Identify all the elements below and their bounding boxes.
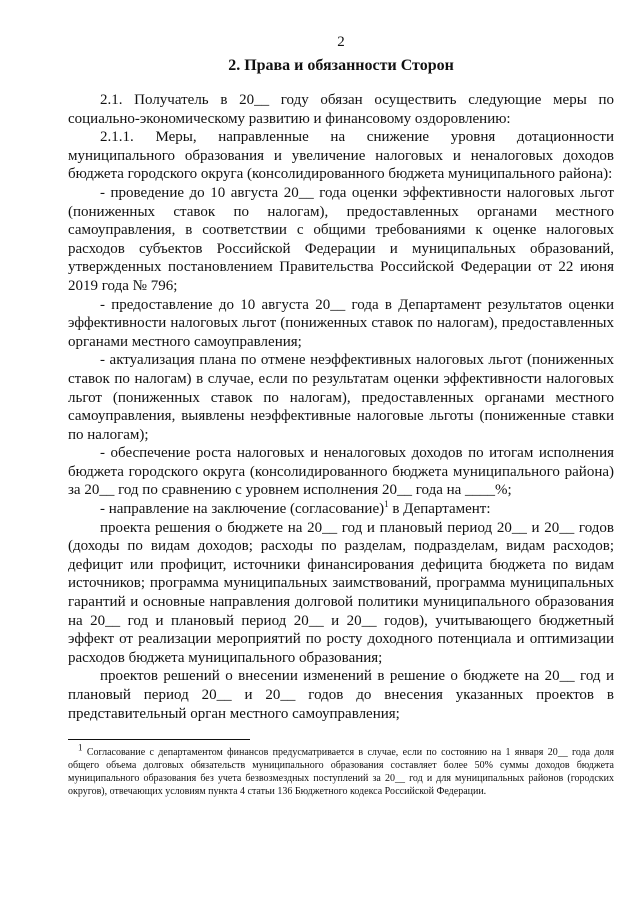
paragraph-2-1: 2.1. Получатель в 20__ году обязан осуществить следующие меры по социально-экономическому развитию и финансовому оздоровлению: xyxy=(68,92,614,127)
footnote-reference: 1 xyxy=(384,499,389,510)
bullet-plan-update: - актуализация плана по отмене неэффективных налоговых льгот (пониженных ставок по налогам) в случае, если по результатам оценки эффективности налоговых льгот (пониженных ставок по налогам), предоставленных органами местного самоуправления, выявлены неэффективные налоговые льготы (пониженные ставки по налогам); xyxy=(68,352,614,443)
approval-text-tail: в Департамент: xyxy=(388,501,491,518)
document-page xyxy=(68,34,614,798)
bullet-approval-submission xyxy=(68,500,614,519)
paragraph-2-1-1: 2.1.1. Меры, направленные на снижение уровня дотационности муниципального образования и увеличение налоговых и неналоговых доходов бюджета городского округа (консолидированного бюджета муниципального района): xyxy=(68,129,614,183)
bullet-revenue-growth: - обеспечение роста налоговых и неналоговых доходов по итогам исполнения бюджета городского округа (консолидированного бюджета муниципального района) за 20__ год по сравнению с уровнем исполнения 20__ года на ____%; xyxy=(68,445,614,499)
section-title: 2. Права и обязанности Сторон xyxy=(228,57,454,74)
approval-text: - направление на заключение (согласование) xyxy=(100,501,385,518)
paragraph-budget-amendments: проектов решений о внесении изменений в решение о бюджете на 20__ год и плановый период 20__ и 20__ годов до внесения указанных проектов в представительный орган местного самоуправления; xyxy=(68,668,614,722)
footnote-separator xyxy=(68,739,250,740)
footnote-text: Согласование с департаментом финансов предусматривается в случае, если по состоянию на 1 января 20__ года доля общего объема долговых обязательств муниципального образования составляет более 50% суммы доходов бюджета муниципального образования без учета безвозмездных поступлений за 20__ год и для муниципальных районов (городских округов), отвечающих условиям пункта 4 статьи 136 Бюджетного кодекса Российской Федерации. xyxy=(68,747,614,798)
bullet-evaluation-submission: - предоставление до 10 августа 20__ года в Департамент результатов оценки эффективности налоговых льгот (пониженных ставок по налогам), предоставленных органами местного самоуправления; xyxy=(68,296,614,350)
bullet-tax-benefit-evaluation: - проведение до 10 августа 20__ года оценки эффективности налоговых льгот (пониженных ставок по налогам), предоставленных органами местного самоуправления, в соответствии с общими требованиями к оценке налоговых расходов субъектов Российской Федерации и муниципальных образований, утвержденных постановлением Правительства Российской Федерации от 22 июня 2019 года № 796; xyxy=(68,184,614,294)
footnote-marker: 1 xyxy=(78,742,83,753)
paragraph-budget-draft: проекта решения о бюджете на 20__ год и плановый период 20__ и 20__ годов (доходы по видам доходов; расходы по разделам, подразделам, видам расходов; дефицит или профицит, источники финансирования дефицита бюджета по видам источников; программа муниципальных заимствований, программа муниципальных гарантий и основные направления долговой политики муниципального образования на 20__ год и плановый период 20__ и 20__ годов), учитывающего бюджетный эффект от реализации мероприятий по росту доходного потенциала и оптимизации расходов бюджета муниципального образования; xyxy=(68,519,614,666)
footnote xyxy=(68,742,614,798)
page-number: 2 xyxy=(337,34,345,50)
document-body xyxy=(68,91,614,723)
